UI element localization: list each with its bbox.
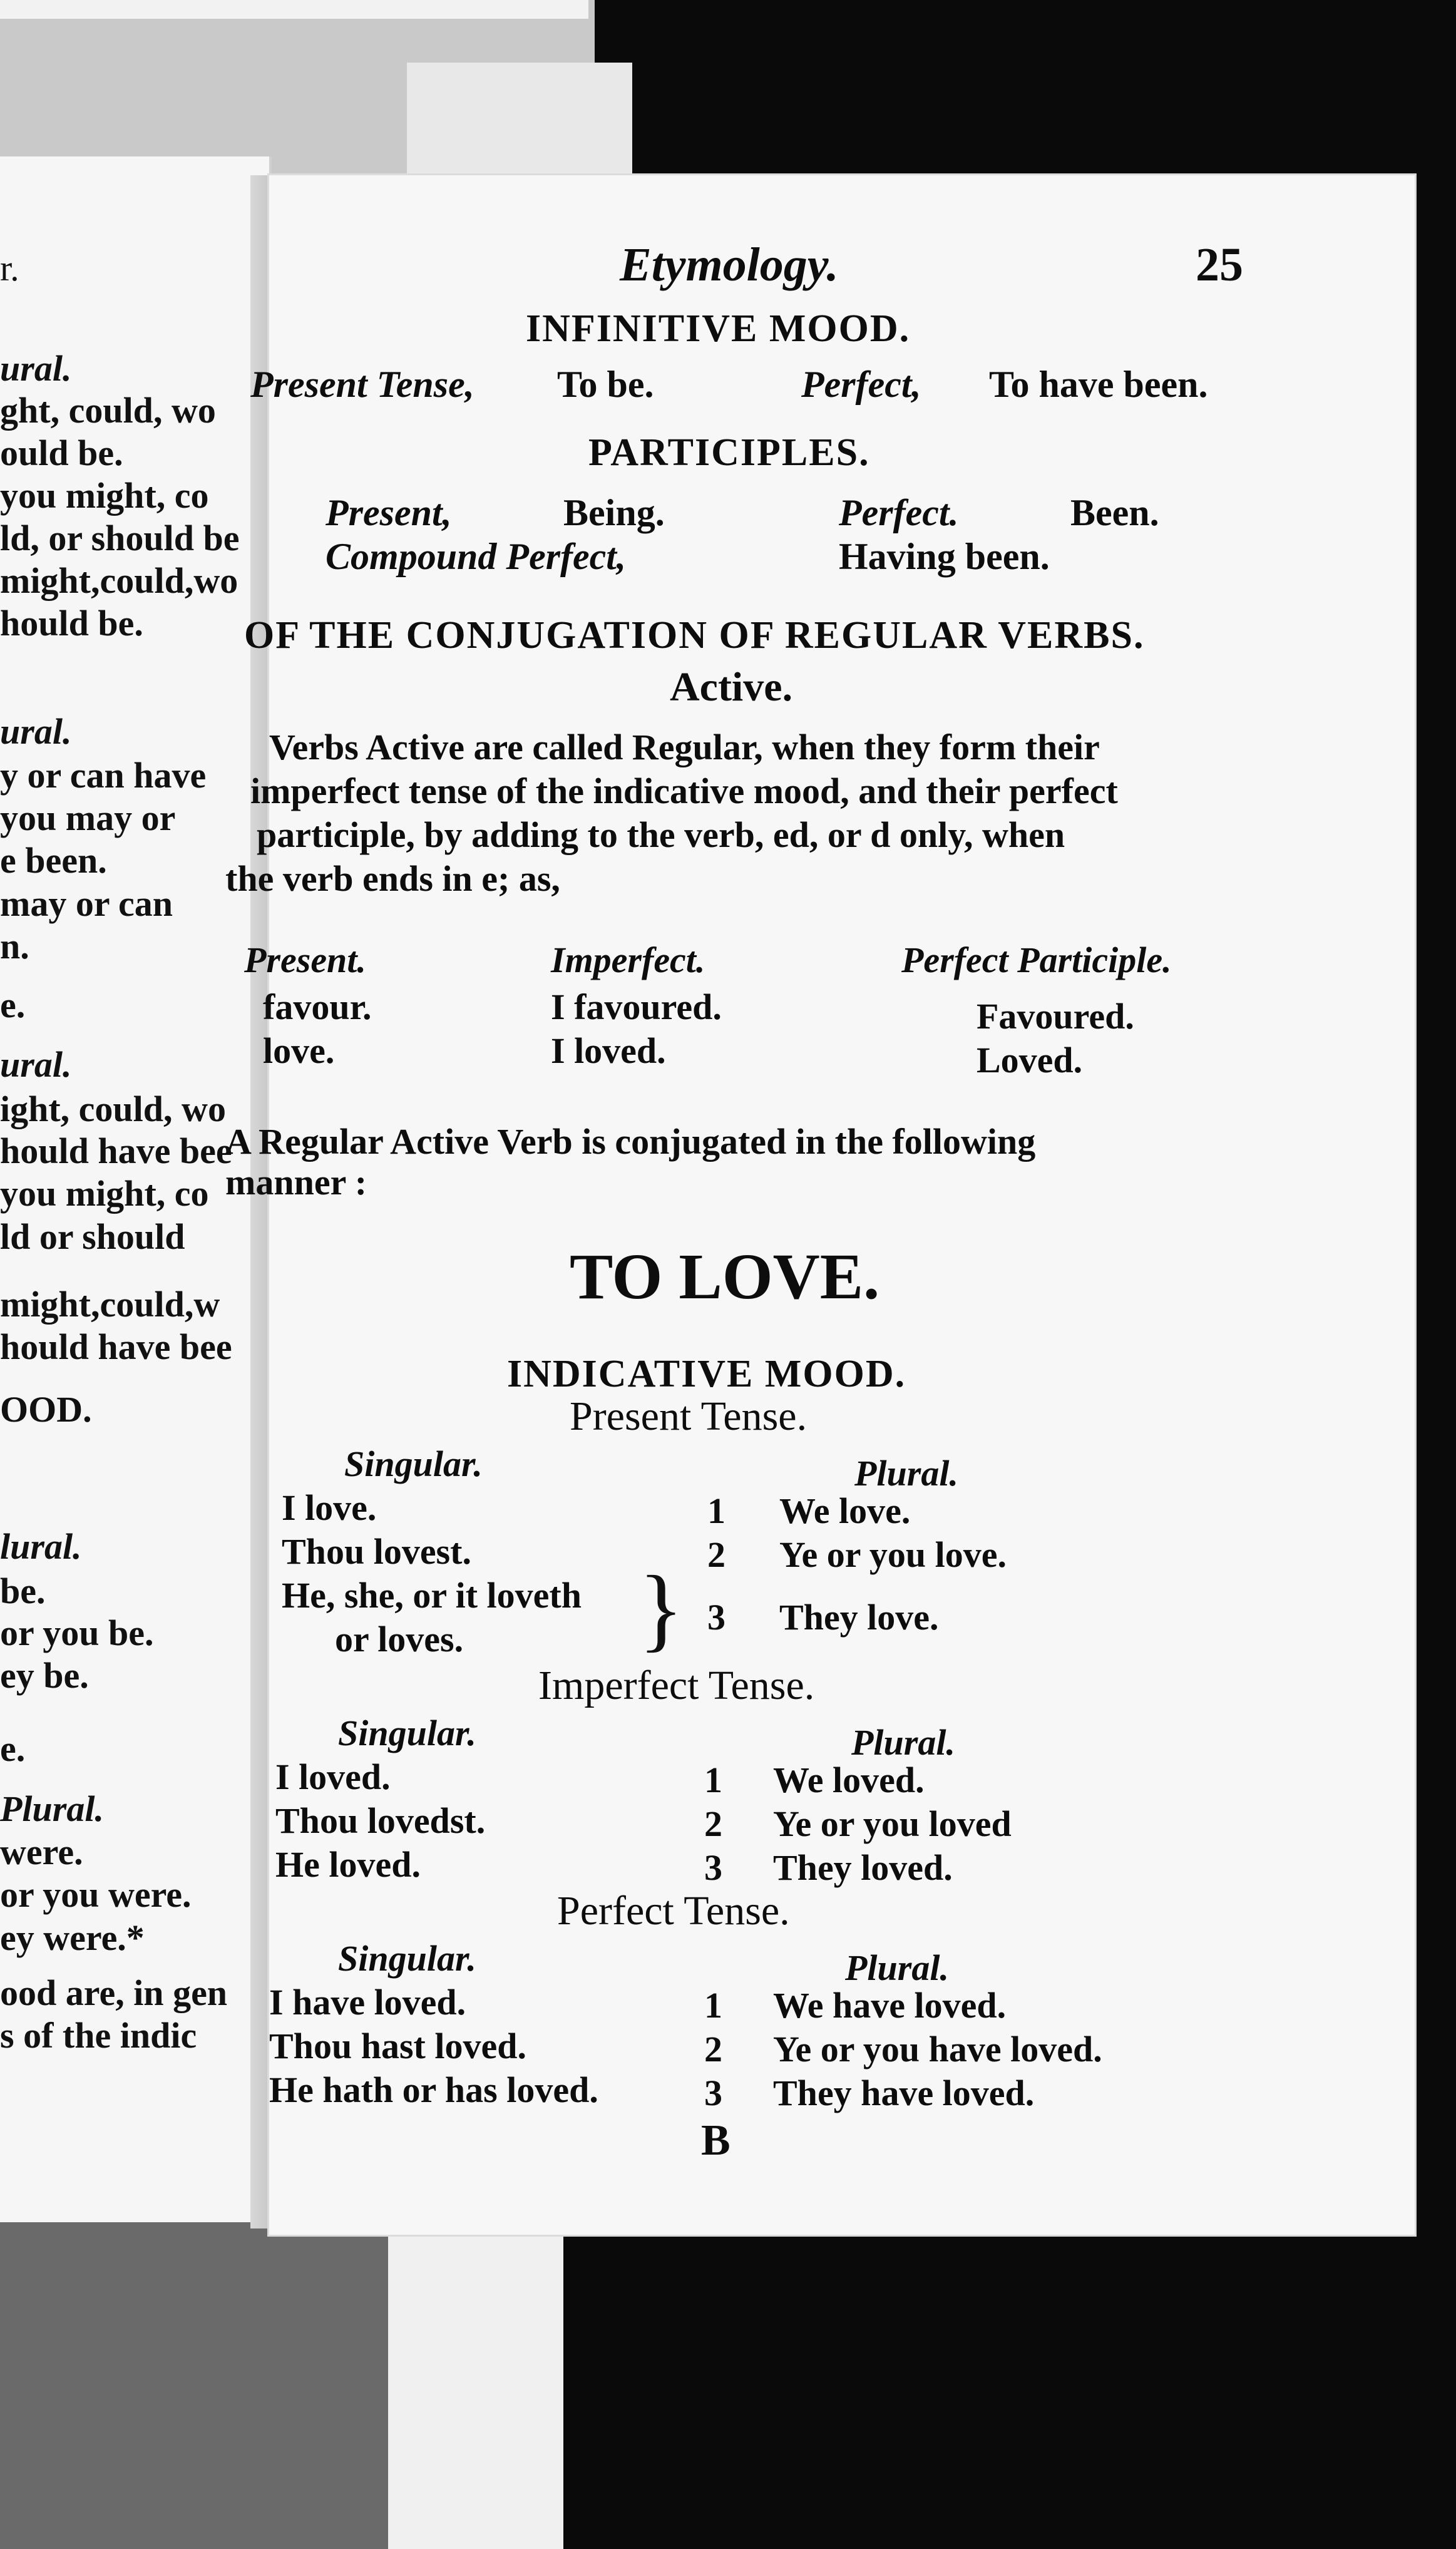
left-page-line: ey were.*	[0, 1917, 145, 1958]
plural-form: We loved.	[773, 1760, 925, 1800]
left-page-line: ood are, in gen	[0, 1972, 228, 2013]
running-head: Etymology.	[620, 238, 839, 291]
person-number: 2	[707, 1534, 725, 1575]
plural-form: Ye or you love.	[779, 1534, 1007, 1575]
indicative-mood-heading: INDICATIVE MOOD.	[507, 1353, 906, 1395]
left-page-line: ural.	[0, 1044, 72, 1085]
plural-form: They loved.	[773, 1847, 953, 1888]
participle-perfect-value: Been.	[1070, 492, 1159, 533]
table-row-imperfect: I favoured.	[551, 987, 722, 1027]
left-page-line: ld, or should be	[0, 518, 240, 558]
tense-heading: Perfect Tense.	[557, 1888, 790, 1934]
infinitive-heading: INFINITIVE MOOD.	[526, 307, 911, 350]
paragraph-line: imperfect tense of the indicative mood, and their perfect	[250, 771, 1118, 811]
singular-label: Singular.	[338, 1938, 476, 1979]
singular-form: or loves.	[335, 1619, 464, 1659]
book-page-25	[225, 175, 1415, 2235]
compound-perfect-label: Compound Perfect,	[326, 536, 626, 577]
singular-form: He loved.	[275, 1844, 421, 1885]
signature-mark: B	[701, 2116, 731, 2165]
singular-label: Singular.	[338, 1713, 476, 1753]
compound-perfect-value: Having been.	[839, 536, 1050, 577]
left-page-line: be.	[0, 1571, 46, 1611]
left-page-line: ight, could, wo	[0, 1089, 226, 1129]
left-page-line: e been.	[0, 840, 107, 881]
left-page-line: Plural.	[0, 1788, 104, 1829]
left-page-line: ght, could, wo	[0, 390, 216, 431]
person-number: 1	[704, 1985, 722, 2026]
left-page-line: s of the indic	[0, 2015, 197, 2056]
paragraph-line: Verbs Active are called Regular, when they form their	[269, 727, 1100, 767]
singular-form: He, she, or it loveth	[282, 1575, 582, 1616]
left-page-line: r.	[0, 248, 19, 289]
participle-perfect-label: Perfect.	[839, 492, 959, 533]
participles-heading: PARTICIPLES.	[588, 431, 870, 474]
singular-form: I have loved.	[269, 1982, 466, 2023]
perfect-label: Perfect,	[801, 364, 921, 405]
left-page-line: you might, co	[0, 475, 209, 516]
singular-form: Thou hast loved.	[269, 2026, 526, 2066]
scan-background-bottom	[0, 2216, 401, 2549]
plural-label: Plural.	[851, 1722, 955, 1763]
page-edge-strip	[407, 63, 632, 188]
singular-form: I loved.	[275, 1757, 391, 1797]
person-number: 2	[704, 2029, 722, 2069]
left-page-line: OOD.	[0, 1389, 92, 1430]
left-page-line: or you were.	[0, 1874, 192, 1915]
scan-background-edge	[0, 0, 588, 19]
left-page-line: ural.	[0, 711, 72, 752]
active-subheading: Active.	[670, 664, 793, 710]
singular-form: Thou lovedst.	[275, 1800, 486, 1841]
left-page-line: hould have bee	[0, 1326, 232, 1367]
left-page-line: ould be.	[0, 433, 123, 473]
left-page-line: might,could,w	[0, 1284, 220, 1325]
singular-form: Thou lovest.	[282, 1531, 471, 1572]
table-row-imperfect: I loved.	[551, 1030, 666, 1071]
left-page-line: you might, co	[0, 1173, 209, 1214]
plural-form: They have loved.	[773, 2073, 1035, 2113]
left-page-line: e.	[0, 1728, 26, 1769]
left-page-line: ey be.	[0, 1655, 89, 1696]
left-page-line: you may or	[0, 798, 176, 838]
left-page-line: hould have bee	[0, 1131, 232, 1171]
person-number: 1	[707, 1490, 725, 1531]
plural-form: We love.	[779, 1490, 911, 1531]
page-edge-bottom	[388, 2216, 563, 2549]
paragraph-line: the verb ends in e; as,	[225, 858, 560, 899]
participle-present-label: Present,	[326, 492, 452, 533]
col-participle-header: Perfect Participle.	[901, 940, 1172, 980]
plural-form: Ye or you have loved.	[773, 2029, 1102, 2069]
brace-bracket: }	[638, 1557, 684, 1661]
left-page-line: may or can	[0, 883, 173, 924]
left-page-line: n.	[0, 926, 29, 967]
perfect-value: To have been.	[989, 364, 1208, 405]
singular-label: Singular.	[344, 1444, 483, 1484]
singular-form: I love.	[282, 1487, 377, 1528]
left-page-line: might,could,wo	[0, 560, 238, 601]
paragraph-line: participle, by adding to the verb, ed, or d only, when	[257, 814, 1065, 855]
left-page-line: e.	[0, 985, 26, 1025]
plural-label: Plural.	[845, 1947, 949, 1988]
plural-form: We have loved.	[773, 1985, 1007, 2026]
left-page-line: or you be.	[0, 1613, 154, 1653]
present-tense-label: Present Tense,	[250, 364, 474, 405]
table-row-present: love.	[263, 1030, 335, 1071]
table-row-participle: Loved.	[977, 1040, 1083, 1080]
table-row-present: favour.	[263, 987, 372, 1027]
plural-label: Plural.	[854, 1453, 958, 1494]
participle-present-value: Being.	[563, 492, 665, 533]
left-page-line: ural.	[0, 348, 72, 389]
left-page-line: ld or should	[0, 1216, 185, 1257]
to-love-title: TO LOVE.	[570, 1241, 880, 1313]
singular-form: He hath or has loved.	[269, 2069, 598, 2110]
left-page-line: hould be.	[0, 603, 143, 644]
tense-heading: Present Tense.	[570, 1393, 807, 1439]
person-number: 1	[704, 1760, 722, 1800]
tense-heading: Imperfect Tense.	[538, 1663, 815, 1708]
present-tense-value: To be.	[557, 364, 654, 405]
closing-line: manner :	[225, 1162, 367, 1203]
col-present-header: Present.	[244, 940, 366, 980]
person-number: 3	[704, 2073, 722, 2113]
left-page-line: were.	[0, 1832, 83, 1872]
page-number: 25	[1196, 238, 1243, 291]
left-page-line: y or can have	[0, 755, 207, 796]
plural-form: They love.	[779, 1597, 939, 1638]
left-page-line: lural.	[0, 1526, 82, 1567]
person-number: 3	[707, 1597, 725, 1638]
closing-line: A Regular Active Verb is conjugated in the following	[225, 1121, 1036, 1162]
plural-form: Ye or you loved	[773, 1803, 1012, 1844]
conjugation-heading: OF THE CONJUGATION OF REGULAR VERBS.	[244, 614, 1145, 657]
person-number: 2	[704, 1803, 722, 1844]
col-imperfect-header: Imperfect.	[551, 940, 705, 980]
person-number: 3	[704, 1847, 722, 1888]
table-row-participle: Favoured.	[977, 996, 1134, 1037]
